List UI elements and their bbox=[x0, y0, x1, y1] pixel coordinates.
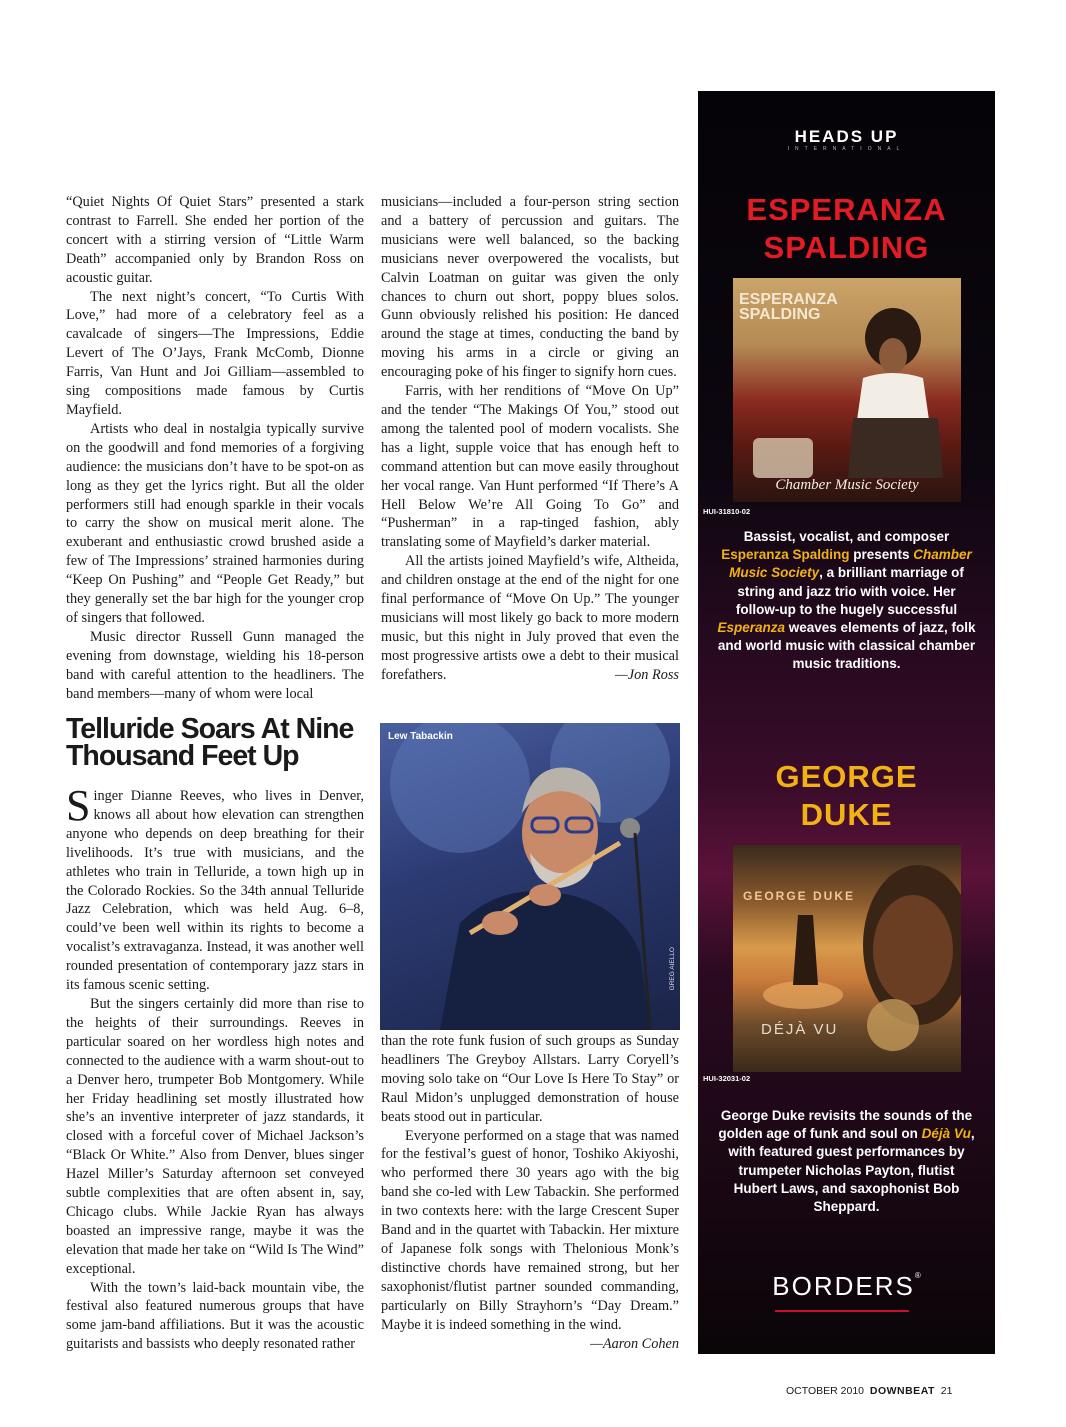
blurb-album: Chamber Music Society bbox=[729, 547, 972, 581]
blurb-text: Bassist, vocalist, and composer bbox=[743, 529, 950, 544]
paragraph bbox=[381, 552, 679, 684]
cover-title: GEORGE DUKE bbox=[743, 889, 856, 903]
blurb-album: Esperanza bbox=[717, 620, 785, 636]
paragraph bbox=[381, 1127, 679, 1352]
heads-up-logo: HEADS UP bbox=[794, 127, 899, 146]
registered-mark: ® bbox=[914, 1271, 921, 1280]
page-number: 21 bbox=[940, 1385, 953, 1397]
paragraph: than the rote funk fusion of such groups as Sunday headliners The Greyboy Allstars. Larry Coryell’s moving solo take on “Our Love Is Here To Stay” or Raul Midon’s unplugged demonstration of house beats stood out in particular. bbox=[381, 1033, 679, 1125]
photo-caption: Lew Tabackin bbox=[388, 731, 453, 742]
borders-underline bbox=[775, 1310, 909, 1312]
blurb-artist: Esperanza Spalding bbox=[721, 547, 850, 563]
heads-up-logo-sub: INTERNATIONAL bbox=[787, 146, 906, 152]
ad-blurb-esperanza bbox=[716, 528, 977, 674]
artist-name-esperanza bbox=[698, 191, 995, 267]
byline: —Jon Ross bbox=[615, 666, 679, 683]
paragraph: Artists who deal in nostalgia typically survive on the goodwill and fond memories of a forgiving audience: the musicians don’t have to be spot-on as long as they get the lyrics right. But all the older performers still had enough sparkle in their vocals to carry the show on musical merit alone. The exuberant and enthusiastic crowd brushed aside a few of The Impressions’ strained harmonies during “Keep On Pushing” and “People Get Ready,” but they generally set the bar high for the younger crop of singers that followed. bbox=[66, 420, 364, 626]
catalog-number: HUI-32031-02 bbox=[703, 1074, 751, 1083]
article2-headline: Telluride Soars At Nine Thousand Feet Up bbox=[66, 713, 354, 772]
page-footer bbox=[786, 1385, 952, 1397]
artist-name-george-duke bbox=[698, 758, 995, 834]
article2-column-1 bbox=[66, 781, 364, 1354]
photo-lew-tabackin bbox=[380, 723, 680, 1030]
flutist-illustration bbox=[380, 723, 680, 1030]
cover-subtitle: DÉJÀ VU bbox=[761, 1021, 839, 1038]
issue-date: OCTOBER 2010 bbox=[786, 1385, 865, 1397]
paragraph: With the town’s laid-back mountain vibe, the festival also featured numerous groups that have some jam-band affiliations. But it was the acoustic guitarists and bassists who deeply resonated rather bbox=[66, 1279, 364, 1353]
drop-cap: S bbox=[66, 781, 91, 830]
cover-subtitle: Chamber Music Society bbox=[775, 477, 919, 493]
paragraph-text: Everyone performed on a stage that was named for the festival’s guest of honor, Toshiko Akiyoshi, who performed there 30 years ago with the big band she co-led with Lew Tabackin. She performed in two contexts here: with the large Crescent Super Band and in the quartet with Tabackin. Her mixture of Japanese folk songs with Thelonious Monk’s distinctive chords have remained strong, but her saxophonist/flutist partner sounded commanding, particularly on Billy Strayhorn’s “Day Dream.” Maybe it is indeed something in the wind. bbox=[381, 1127, 679, 1333]
blurb-text: , a brilliant marriage of string and jazz trio with voice. Her follow-up to the hugely successful bbox=[735, 565, 964, 617]
paragraph: Music director Russell Gunn managed the evening from downstage, wielding his 18-person band with careful attention to the headliners. The band members—many of whom were local bbox=[66, 628, 364, 702]
paragraph: The next night’s concert, “To Curtis With Love,” had more of a celebratory feel as a cavalcade of singers—The Impressions, Eddie Levert of The O’Jays, Frank McComb, Dionne Farris, Van Hunt and Joi Gilliam—assembled to sing compositions made famous by Curtis Mayfield. bbox=[66, 288, 364, 418]
paragraph bbox=[66, 781, 364, 995]
retailer-name: BORDERS bbox=[772, 1271, 915, 1301]
advertisement[interactable] bbox=[698, 91, 995, 1354]
article1-column-2 bbox=[381, 193, 679, 685]
catalog-number: HUI-31810-02 bbox=[703, 507, 751, 516]
artist-text: ESPERANZA SPALDING bbox=[746, 192, 947, 265]
artist-text: GEORGE DUKE bbox=[775, 759, 918, 832]
blurb-text: presents bbox=[849, 547, 910, 563]
magazine-name: DOWNBEAT bbox=[869, 1385, 935, 1397]
paragraph-text: All the artists joined Mayfield’s wife, Altheida, and children onstage at the end of the night for one final performance of “Move On Up.” The younger musicians will most likely go back to more modern music, but this night in July proved that even the most progressive artists owe a debt to their musical forefathers. bbox=[381, 553, 679, 683]
blurb-text: weaves elements of jazz, folk and world music with classical chamber music traditions. bbox=[717, 620, 976, 672]
album-cover-deja-vu[interactable] bbox=[733, 845, 961, 1072]
album-cover-chamber-music-society[interactable] bbox=[733, 278, 961, 502]
paragraph: “Quiet Nights Of Quiet Stars” presented a stark contrast to Farrell. She ended her portion of the concert with a stirring version of “Little Warm Death” accompanied only by Brandon Ross on acoustic guitar. bbox=[66, 194, 364, 286]
paragraph: But the singers certainly did more than rise to the heights of their surroundings. Reeves in particular soared on her wordless high notes and connected to the audience with a warm shout-out to a Denver hero, trumpeter Bob Montgomery. While her Friday headlining set mostly illustrated how she’s an inventive interpreter of jazz standards, it closed with a forceful cover of Michael Jackson’s “Black Or White.” Also from Denver, blues singer Hazel Miller’s Saturday afternoon set conveyed subtle complexities that are often absent in, say, Chicago clubs. While Jackie Ryan has always boasted an impressive range, maybe it was the elevation that made her take on “Wild Is The Wind” exceptional. bbox=[66, 995, 364, 1277]
byline: —Aaron Cohen bbox=[590, 1335, 679, 1352]
blurb-text: George Duke revisits the sounds of the golden age of funk and soul on bbox=[718, 1108, 973, 1142]
borders-logo[interactable] bbox=[698, 1271, 995, 1302]
article2-column-2 bbox=[381, 1032, 679, 1353]
article1-column-1 bbox=[66, 193, 364, 703]
blurb-album: Déjà Vu bbox=[921, 1126, 971, 1142]
cover-title: ESPERANZA SPALDING bbox=[739, 291, 838, 323]
photo-credit: GREG AIELLO bbox=[669, 946, 676, 990]
paragraph: Farris, with her renditions of “Move On Up” and the tender “The Makings Of You,” stood out among the talented pool of modern vocalists. She has a light, supple voice that has enough heft to command attention but can move easily throughout her vocal range. Van Hunt performed “If There’s A Hell Below We’re All Going To Go” and “Pusherman” in a rap-tinged fashion, ably translating some of Mayfield’s darker material. bbox=[381, 383, 679, 551]
paragraph-text: inger Dianne Reeves, who lives in Denver, knows all about how elevation can strengthen anyone who depends on deep breathing for their livelihoods. It’s true with musicians, and the athletes who train in Telluride, a town high up in the Colorado Rockies. So the 34th annual Telluride Jazz Celebration, which was held Aug. 6–8, could’ve been well within its rights to become a vocalist’s extravaganza. Instead, it was another well rounded presentation of contemporary jazz stars in its famous scenic setting. bbox=[66, 788, 364, 994]
paragraph: musicians—included a four-person string section and a battery of percussion and guitars. The musicians were well balanced, so the backing musicians never overpowered the vocalists, but Calvin Loatman on guitar was given the only chances to churn out short, poppy blues solos. Gunn obviously relished his position: He danced around the stage at times, conducting the band by moving his arms in a circle or giving an encouraging poke of his finger to signify horn cues. bbox=[381, 194, 679, 381]
ad-blurb-george-duke bbox=[716, 1107, 977, 1216]
blurb-text: , with featured guest performances by trumpeter Nicholas Payton, flutist Hubert Laws, and saxophonist Bob Sheppard. bbox=[728, 1126, 975, 1215]
